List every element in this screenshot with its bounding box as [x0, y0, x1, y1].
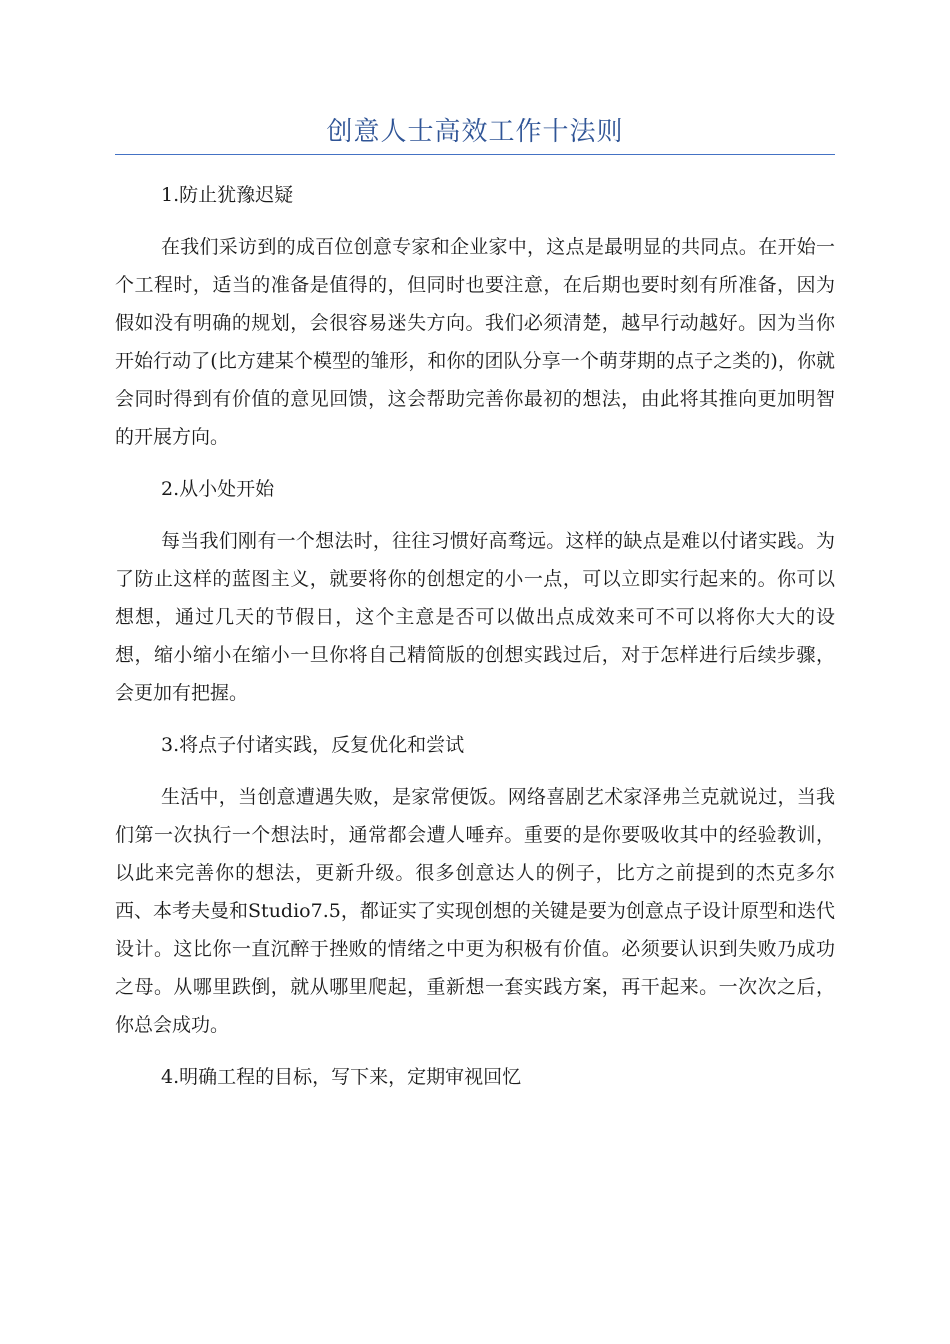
section-paragraph-2: 每当我们刚有一个想法时，往往习惯好高骛远。这样的缺点是难以付诸实践。为了防止这样的蓝图主义，就要将你的创想定的小一点，可以立即实行起来的。你可以想想，通过几天的节假日，这个主意是否可以做出点成效来可不可以将你大大的设想，缩小缩小在缩小一旦你将自己精简版的创想实践过后，对于怎样进行后续步骤，会更加有把握。: [115, 530, 835, 704]
document-body: [115, 176, 835, 1096]
section-heading-4: 4.明确工程的目标，写下来，定期审视回忆: [161, 1066, 522, 1088]
section-heading-2: 2.从小处开始: [161, 478, 275, 500]
section-heading-3: 3.将点子付诸实践，反复优化和尝试: [161, 734, 465, 756]
section-paragraph-1: 在我们采访到的成百位创意专家和企业家中，这点是最明显的共同点。在开始一个工程时，适当的准备是值得的，但同时也要注意，在后期也要时刻有所准备，因为假如没有明确的规划，会很容易迷失方向。我们必须清楚，越早行动越好。因为当你开始行动了(比方建某个模型的雏形，和你的团队分享一个萌芽期的点子之类的)，你就会同时得到有价值的意见回馈，这会帮助完善你最初的想法，由此将其推向更加明智的开展方向。: [115, 236, 835, 448]
document-title: 创意人士高效工作十法则: [326, 117, 624, 147]
section-heading-1: 1.防止犹豫迟疑: [161, 184, 294, 206]
title-underline: [115, 154, 835, 155]
section-paragraph-3: 生活中，当创意遭遇失败，是家常便饭。网络喜剧艺术家泽弗兰克就说过，当我们第一次执行一个想法时，通常都会遭人唾弃。重要的是你要吸收其中的经验教训，以此来完善你的想法，更新升级。很多创意达人的例子，比方之前提到的杰克多尔西、本考夫曼和Studio7.5，都证实了实现创想的关键是要为创意点子设计原型和迭代设计。这比你一直沉醉于挫败的情绪之中更为积极有价值。必须要认识到失败乃成功之母。从哪里跌倒，就从哪里爬起，重新想一套实践方案，再干起来。一次次之后，你总会成功。: [115, 786, 835, 1036]
